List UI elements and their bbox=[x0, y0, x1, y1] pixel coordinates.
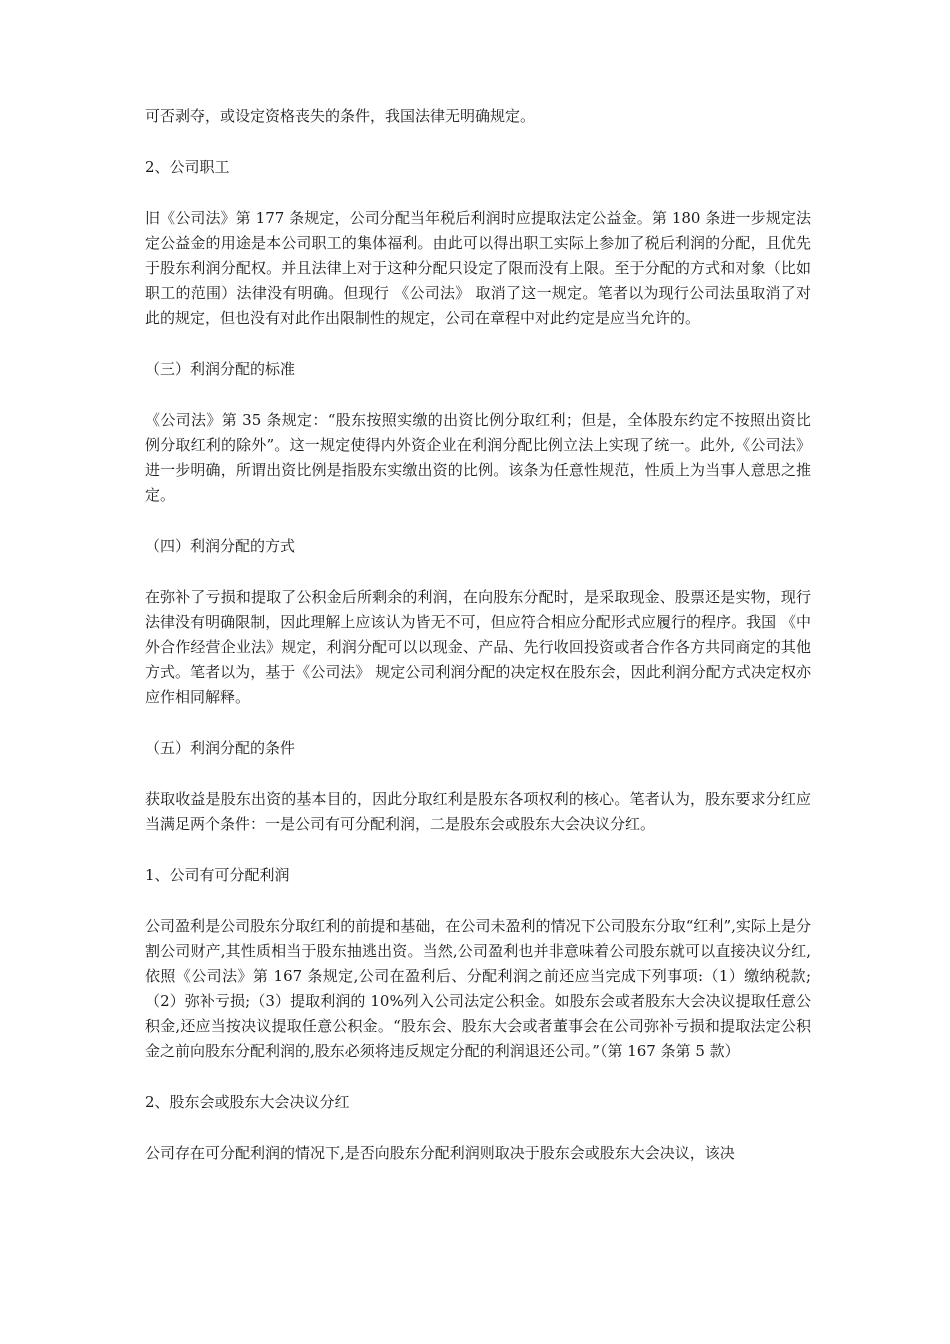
paragraph-shareholder-resolution: 公司存在可分配利润的情况下,是否向股东分配利润则取决于股东会或股东大会决议，该决 bbox=[145, 1144, 735, 1162]
heading-company-employees: 2、公司职工 bbox=[145, 158, 230, 176]
spacer bbox=[145, 761, 811, 787]
paragraph-employee-welfare: 旧《公司法》第 177 条规定，公司分配当年税后利润时应提取法定公益金。第 180 条进一步规定法定公益金的用途是本公司职工的集体福利。由此可以得出职工实际上参加了税后利润的分配，且优先于股东利润分配权。并且法律上对于这种分配只设定了限而没有上限。至于分配的方式和对象（比如职工的范围）法律没有明确。但现行 《公司法》 取消了这一规定。笔者以为现行公司法虽取消了对此的规定，但也没有对此作出限制性的规定，公司在章程中对此约定是应当允许的。 bbox=[145, 209, 811, 327]
paragraph-distribution-method: 在弥补了亏损和提取了公积金后所剩余的利润，在向股东分配时，是采取现金、股票还是实物，现行法律没有明确限制，因此理解上应该认为皆无不可，但应符合相应分配形式应履行的程序。我国 《中外合作经营企业法》规定，利润分配可以以现金、产品、先行收回投资或者合作各方共同商定的其他方式。笔者以为，基于《公司法》 规定公司利润分配的决定权在股东会，因此利润分配方式决定权亦应作相同解释。 bbox=[145, 588, 811, 706]
spacer bbox=[145, 559, 811, 585]
spacer bbox=[145, 180, 811, 206]
spacer bbox=[145, 710, 811, 736]
spacer bbox=[145, 837, 811, 863]
spacer bbox=[145, 508, 811, 534]
heading-shareholder-resolution: 2、股东会或股东大会决议分红 bbox=[145, 1093, 350, 1111]
heading-distribution-method: （四）利润分配的方式 bbox=[145, 537, 296, 555]
spacer bbox=[145, 1115, 811, 1141]
document-page bbox=[145, 104, 811, 1166]
spacer bbox=[145, 331, 811, 357]
paragraph-distribution-conditions: 获取收益是股东出资的基本目的，因此分取红利是股东各项权利的核心。笔者认为，股东要求分红应当满足两个条件：一是公司有可分配利润，二是股东会或股东大会决议分红。 bbox=[145, 790, 811, 833]
heading-distributable-profit: 1、公司有可分配利润 bbox=[145, 866, 290, 884]
spacer bbox=[145, 888, 811, 914]
paragraph-distributable-profit: 公司盈利是公司股东分取红利的前提和基础，在公司未盈利的情况下公司股东分取“红利”,实际上是分割公司财产,其性质相当于股东抽逃出资。当然,公司盈利也并非意味着公司股东就可以直接决议分红,依照《公司法》第 167 条规定,公司在盈利后、分配利润之前还应当完成下列事项:（1）缴纳税款;（2）弥补亏损;（3）提取利润的 10%列入公司法定公积金。如股东会或者股东大会决议提取任意公积金,还应当按决议提取任意公积金。“股东会、股东大会或者董事会在公司弥补亏损和提取法定公积金之前向股东分配利润的,股东必须将违反规定分配的利润退还公司。”（第 167 条第 5 款） bbox=[145, 917, 811, 1060]
heading-distribution-standard: （三）利润分配的标准 bbox=[145, 360, 296, 378]
spacer bbox=[145, 129, 811, 155]
heading-distribution-conditions: （五）利润分配的条件 bbox=[145, 739, 296, 757]
spacer bbox=[145, 382, 811, 408]
paragraph-distribution-standard: 《公司法》第 35 条规定：“股东按照实缴的出资比例分取红利；但是，全体股东约定不按照出资比例分取红利的除外”。这一规定使得内外资企业在利润分配比例立法上实现了统一。此外,《公司法》 进一步明确，所谓出资比例是指股东实缴出资的比例。该条为任意性规范，性质上为当事人意思之推定。 bbox=[145, 411, 811, 504]
paragraph-intro-tail: 可否剥夺，或设定资格丧失的条件，我国法律无明确规定。 bbox=[145, 107, 536, 125]
spacer bbox=[145, 1064, 811, 1090]
